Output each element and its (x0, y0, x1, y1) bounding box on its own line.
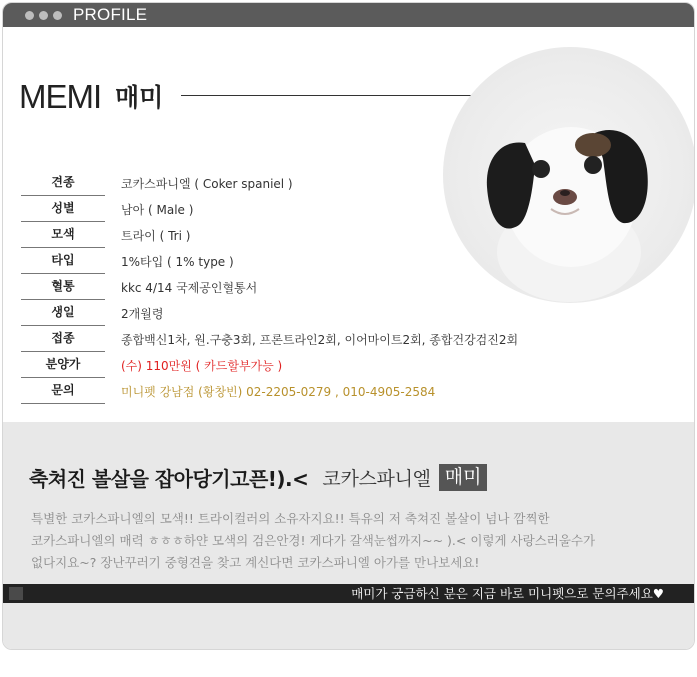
row-value: 트라이 ( Tri ) (121, 229, 191, 243)
info-row-contact (21, 379, 621, 404)
promo-line: 코카스파니엘의 매력 ㅎㅎㅎ하얀 모색의 검은안경! 게다가 갈색눈썹까지~~ ).< 이렇게 사랑스러울수가 (31, 533, 596, 548)
info-row-breed (21, 171, 621, 196)
title-divider (181, 95, 471, 96)
profile-card (2, 2, 695, 650)
price-value: (수) 110만원 ( 카드할부가능 ) (121, 359, 283, 373)
row-label: 모색 (21, 223, 105, 248)
cta-text: 매미가 궁금하신 분은 지금 바로 미니펫으로 문의주세요♥ (351, 586, 664, 601)
row-label: 견종 (21, 171, 105, 196)
header-title: PROFILE (73, 5, 148, 24)
row-value: 2개월령 (121, 307, 164, 321)
row-value: 남아 ( Male ) (121, 203, 194, 217)
profile-header-bar (3, 3, 694, 27)
info-row-birth (21, 301, 621, 326)
row-label: 생일 (21, 301, 105, 326)
info-row-pedigree (21, 275, 621, 300)
promo-breed: 코카스파니엘 (322, 467, 431, 490)
promo-line: 특별한 코카스파니엘의 모색!! 트라이컬러의 소유자지요!! 특유의 저 축쳐진 볼살이 넘나 깜찍한 (31, 511, 550, 526)
dog-name-korean: 매미 (115, 83, 164, 112)
row-label: 타입 (21, 249, 105, 274)
promo-name-badge: 매미 (439, 464, 488, 491)
promo-line: 없다지요~? 장난꾸러기 중형견을 찾고 계신다면 코카스파니엘 아가를 만나보세요! (31, 555, 480, 570)
info-row-type (21, 249, 621, 274)
row-value: 코카스파니엘 ( Coker spaniel ) (121, 177, 293, 191)
cta-bar (3, 584, 694, 603)
window-dots (25, 11, 62, 20)
row-label: 접종 (21, 327, 105, 352)
info-row-sex (21, 197, 621, 222)
row-label: 혈통 (21, 275, 105, 300)
row-value: 종합백신1차, 원.구충3회, 프론트라인2회, 이어마이트2회, 종합건강검진2회 (121, 333, 519, 347)
promo-section (3, 422, 694, 649)
promo-description (31, 508, 671, 574)
row-label: 문의 (21, 379, 105, 404)
cta-block-icon (9, 587, 23, 600)
dog-name-english: MEMI (19, 78, 102, 115)
dot-icon (53, 11, 62, 20)
dot-icon (25, 11, 34, 20)
dot-icon (39, 11, 48, 20)
info-row-vaccination (21, 327, 621, 352)
info-row-price (21, 353, 621, 378)
promo-headline (29, 462, 487, 492)
contact-value: 미니펫 강남점 (황창빈) 02-2205-0279 , 010-4905-2584 (121, 385, 436, 399)
row-label: 분양가 (21, 353, 105, 378)
info-row-color (21, 223, 621, 248)
row-label: 성별 (21, 197, 105, 222)
promo-headline-main: 축쳐진 볼살을 잡아당기고픈!).< (29, 466, 309, 491)
row-value: kkc 4/14 국제공인혈통서 (121, 281, 258, 295)
row-value: 1%타입 ( 1% type ) (121, 255, 234, 269)
